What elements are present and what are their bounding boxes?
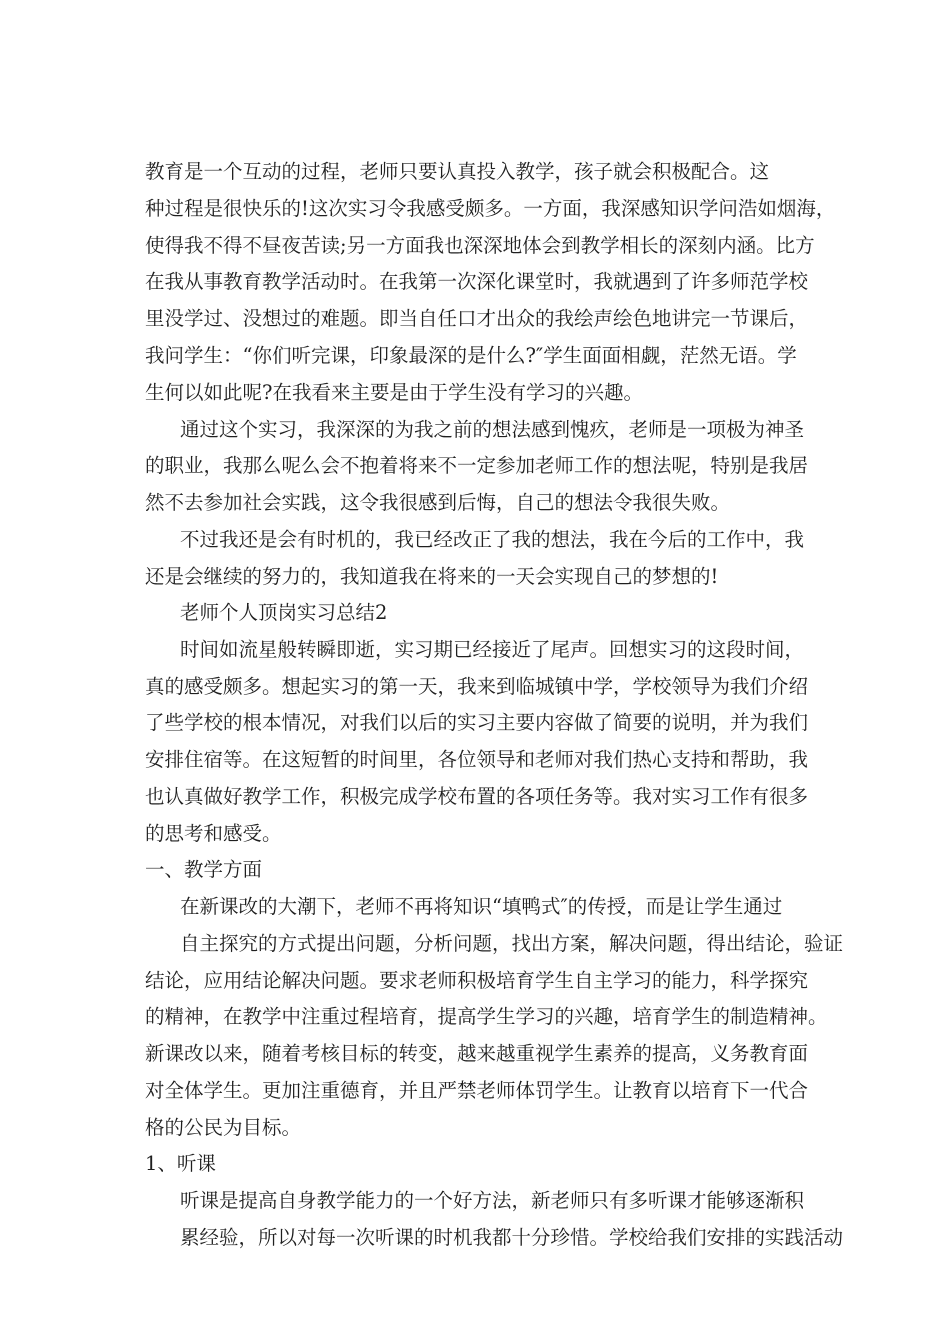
paragraph-line: 听课是提高自身教学能力的一个好方法，新老师只有多听课才能够逐渐积 <box>180 1189 805 1212</box>
section-heading: 一、教学方面 <box>145 858 263 881</box>
paragraph-line: 然不去参加社会实践，这令我很感到后悔，自己的想法令我很失败。 <box>145 491 731 514</box>
paragraph-line: 我问学生：“你们听完课，印象最深的是什么?″学生面面相觑，茫然无语。学 <box>145 344 797 367</box>
paragraph-line: 种过程是很快乐的!这次实习令我感受颇多。一方面，我深感知识学问浩如烟海， <box>145 197 836 220</box>
section-heading: 老师个人顶岗实习总结2 <box>180 601 388 624</box>
paragraph-line: 真的感受颇多。想起实习的第一天，我来到临城镇中学，学校领导为我们介绍 <box>145 675 809 698</box>
paragraph-line: 在我从事教育教学活动时。在我第一次深化课堂时，我就遇到了许多师范学校 <box>145 270 809 293</box>
paragraph-line: 还是会继续的努力的，我知道我在将来的一天会实现自己的梦想的! <box>145 565 719 588</box>
paragraph-line: 教育是一个互动的过程，老师只要认真投入教学，孩子就会积极配合。这 <box>145 160 770 183</box>
paragraph-line: 了些学校的根本情况，对我们以后的实习主要内容做了简要的说明，并为我们 <box>145 711 809 734</box>
paragraph-line: 结论，应用结论解决问题。要求老师积极培育学生自主学习的能力，科学探究 <box>145 969 809 992</box>
section-heading: 1、听课 <box>145 1152 216 1175</box>
paragraph-line: 格的公民为目标。 <box>145 1116 302 1139</box>
paragraph-line: 也认真做好教学工作，积极完成学校布置的各项任务等。我对实习工作有很多 <box>145 785 809 808</box>
paragraph-line: 里没学过、没想过的难题。即当自任口才出众的我绘声绘色地讲完一节课后， <box>145 307 809 330</box>
paragraph-line: 时间如流星般转瞬即逝，实习期已经接近了尾声。回想实习的这段时间， <box>180 638 805 661</box>
paragraph-line: 的思考和感受。 <box>145 822 282 845</box>
paragraph-line: 的职业，我那么呢么会不抱着将来不一定参加老师工作的想法呢，特别是我居 <box>145 454 809 477</box>
paragraph-line: 的精神，在教学中注重过程培育，提高学生学习的兴趣，培育学生的制造精神。 <box>145 1005 828 1028</box>
paragraph-line: 通过这个实习，我深深的为我之前的想法感到愧疚，老师是一项极为神圣 <box>180 418 805 441</box>
paragraph-line: 不过我还是会有时机的，我已经改正了我的想法，我在今后的工作中，我 <box>180 528 805 551</box>
paragraph-line: 在新课改的大潮下，老师不再将知识“填鸭式″的传授，而是让学生通过 <box>180 895 783 918</box>
paragraph-line: 累经验，所以对每一次听课的时机我都十分珍惜。学校给我们安排的实践活动 <box>180 1226 844 1249</box>
paragraph-line: 安排住宿等。在这短暂的时间里，各位领导和老师对我们热心支持和帮助，我 <box>145 748 809 771</box>
paragraph-line: 对全体学生。更加注重德育，并且严禁老师体罚学生。让教育以培育下一代合 <box>145 1079 809 1102</box>
paragraph-line: 使得我不得不昼夜苦读;另一方面我也深深地体会到教学相长的深刻内涵。比方 <box>145 234 815 257</box>
paragraph-line: 新课改以来，随着考核目标的转变，越来越重视学生素养的提高，义务教育面 <box>145 1042 809 1065</box>
paragraph-line: 生何以如此呢?在我看来主要是由于学生没有学习的兴趣。 <box>145 381 643 404</box>
paragraph-line: 自主探究的方式提出问题，分析问题，找出方案，解决问题，得出结论，验证 <box>180 932 844 955</box>
